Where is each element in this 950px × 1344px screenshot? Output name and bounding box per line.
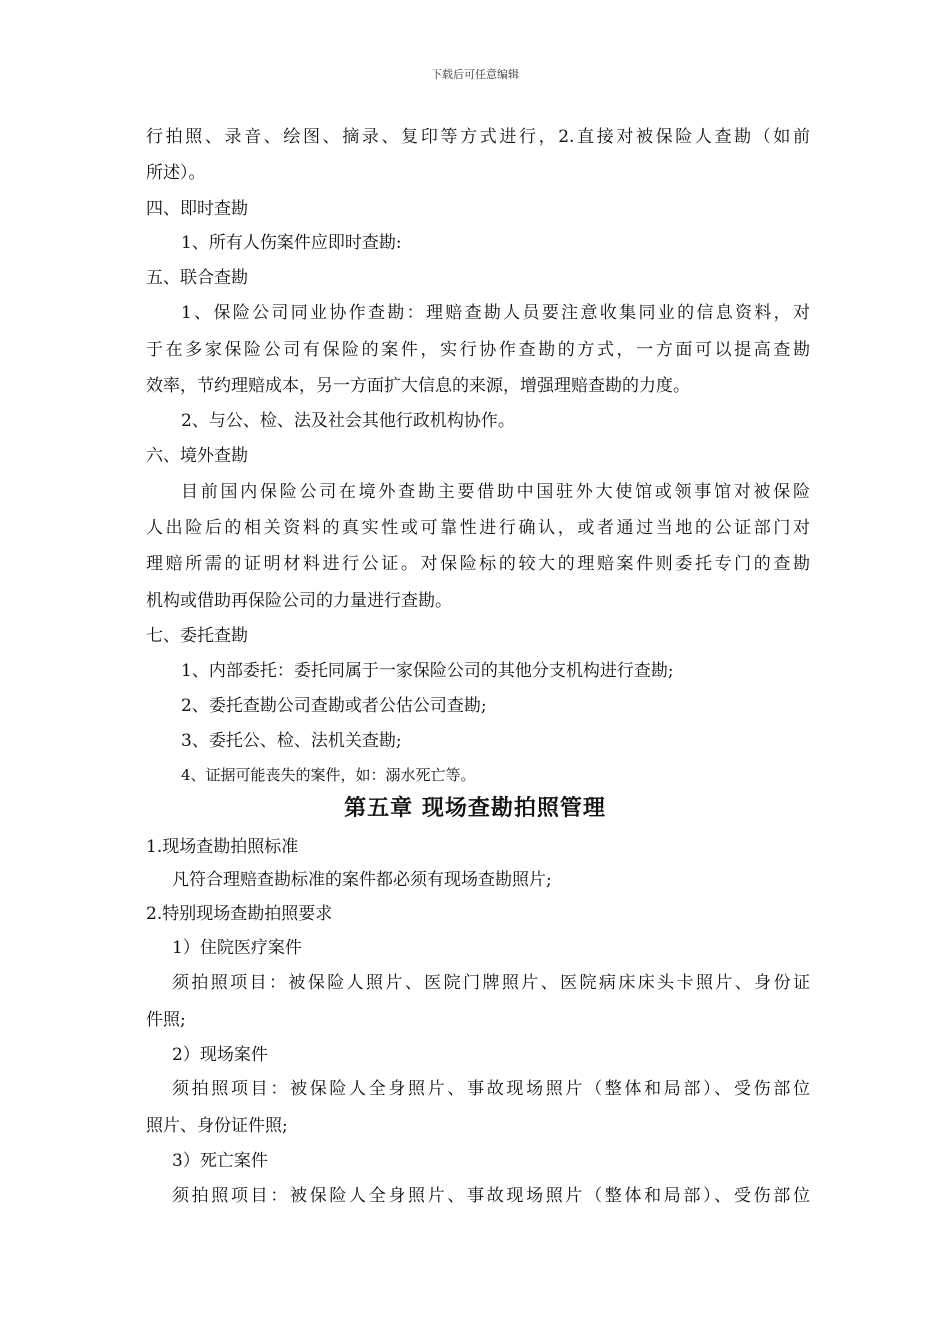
paragraph-line: 人出险后的相关资料的真实性或可靠性进行确认，或者通过当地的公证部门对 xyxy=(146,518,810,538)
list-item: 3、委托公、检、法机关查勘; xyxy=(181,731,402,751)
list-item: 2、委托查勘公司查勘或者公估公司查勘; xyxy=(181,696,487,716)
list-item: 4、证据可能丧失的案件，如：溺水死亡等。 xyxy=(181,766,476,784)
paragraph-line: 须拍照项目：被保险人全身照片、事故现场照片（整体和局部）、受伤部位 xyxy=(172,1079,810,1099)
paragraph-line: 须拍照项目：被保险人照片、医院门牌照片、医院病床床头卡照片、身份证 xyxy=(172,973,810,993)
section-heading: 1.现场查勘拍照标准 xyxy=(146,837,299,857)
section-heading: 2.特别现场查勘拍照要求 xyxy=(146,904,333,924)
section-heading: 四、即时查勘 xyxy=(146,199,248,219)
chapter-title: 第五章 现场查勘拍照管理 xyxy=(344,795,606,821)
section-heading: 七、委托查勘 xyxy=(146,626,248,646)
paragraph-line: 1、保险公司同业协作查勘：理赔查勘人员要注意收集同业的信息资料，对 xyxy=(181,303,810,323)
paragraph-line: 件照; xyxy=(146,1010,186,1030)
paragraph-line: 机构或借助再保险公司的力量进行查勘。 xyxy=(146,591,452,611)
list-item: 1、内部委托：委托同属于一家保险公司的其他分支机构进行查勘; xyxy=(181,661,674,681)
paragraph-line: 目前国内保险公司在境外查勘主要借助中国驻外大使馆或领事馆对被保险 xyxy=(181,482,810,502)
page-header: 下载后可任意编辑 xyxy=(431,68,519,81)
paragraph-line: 凡符合理赔查勘标准的案件都必须有现场查勘照片; xyxy=(172,870,552,890)
subsection-heading: 2）现场案件 xyxy=(172,1045,268,1065)
paragraph-line: 于在多家保险公司有保险的案件，实行协作查勘的方式，一方面可以提高查勘 xyxy=(146,340,810,360)
paragraph-line: 理赔所需的证明材料进行公证。对保险标的较大的理赔案件则委托专门的查勘 xyxy=(146,554,810,574)
list-item: 2、与公、检、法及社会其他行政机构协作。 xyxy=(181,411,515,431)
paragraph-line: 照片、身份证件照; xyxy=(146,1116,288,1136)
subsection-heading: 3）死亡案件 xyxy=(172,1151,268,1171)
subsection-heading: 1）住院医疗案件 xyxy=(172,938,302,958)
paragraph-line: 所述）。 xyxy=(146,163,206,183)
paragraph-line: 行拍照、录音、绘图、摘录、复印等方式进行，2.直接对被保险人查勘（如前 xyxy=(146,127,810,147)
section-heading: 六、境外查勘 xyxy=(146,446,248,466)
list-item: 1、所有人伤案件应即时查勘: xyxy=(181,233,402,253)
paragraph-line: 须拍照项目：被保险人全身照片、事故现场照片（整体和局部）、受伤部位 xyxy=(172,1186,810,1206)
section-heading: 五、联合查勘 xyxy=(146,268,248,288)
paragraph-line: 效率，节约理赔成本，另一方面扩大信息的来源，增强理赔查勘的力度。 xyxy=(146,376,690,396)
